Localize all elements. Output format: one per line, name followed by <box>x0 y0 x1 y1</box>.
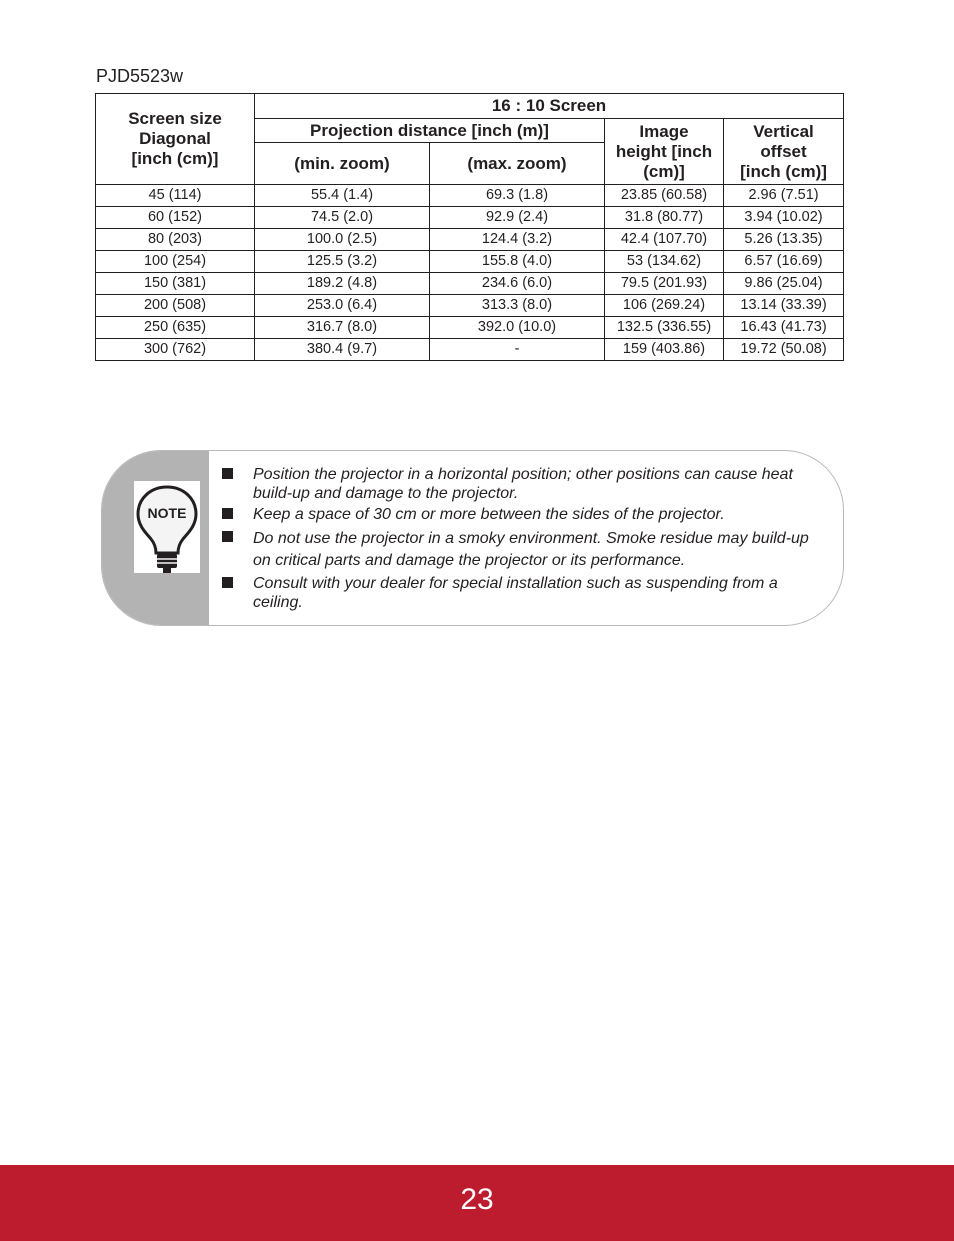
max-zoom-header: (max. zoom) <box>430 143 605 185</box>
table-cell: 23.85 (60.58) <box>605 185 724 207</box>
table-cell: 253.0 (6.4) <box>255 295 430 317</box>
table-row <box>96 273 844 295</box>
table-cell: 155.8 (4.0) <box>430 251 605 273</box>
table-cell: 19.72 (50.08) <box>724 339 844 361</box>
model-name: PJD5523w <box>96 66 184 86</box>
note-text: Do not use the projector in a smoky environment. Smoke residue may build-up on critical parts and damage the projector or its performance. <box>253 530 809 569</box>
table-cell: 53 (134.62) <box>605 251 724 273</box>
table-row <box>96 207 844 229</box>
bullet-square-icon <box>222 508 233 519</box>
header-line: height [inch <box>615 141 713 161</box>
table-cell: 6.57 (16.69) <box>724 251 844 273</box>
table-cell: 100.0 (2.5) <box>255 229 430 251</box>
table-cell: 31.8 (80.77) <box>605 207 724 229</box>
table-cell: - <box>430 339 605 361</box>
header-line: Vertical <box>753 121 814 141</box>
bullet-square-icon <box>222 531 233 542</box>
table-row <box>96 295 844 317</box>
note-list <box>218 465 828 614</box>
table-cell: 5.26 (13.35) <box>724 229 844 251</box>
table-cell: 124.4 (3.2) <box>430 229 605 251</box>
header-line: Image <box>639 121 689 141</box>
table-row <box>96 251 844 273</box>
list-item <box>218 574 828 612</box>
table-cell: 79.5 (201.93) <box>605 273 724 295</box>
table-cell: 316.7 (8.0) <box>255 317 430 339</box>
table-cell: 300 (762) <box>96 339 255 361</box>
table-cell: 42.4 (107.70) <box>605 229 724 251</box>
table-cell: 3.94 (10.02) <box>724 207 844 229</box>
table-cell: 60 (152) <box>96 207 255 229</box>
note-icon-label: NOTE <box>147 505 187 521</box>
header-line: offset <box>760 141 807 161</box>
table-cell: 80 (203) <box>96 229 255 251</box>
table-cell: 9.86 (25.04) <box>724 273 844 295</box>
table-cell: 106 (269.24) <box>605 295 724 317</box>
note-box <box>101 450 844 626</box>
header-line: [inch (cm)] <box>131 149 219 168</box>
list-item <box>218 505 828 524</box>
bullet-square-icon <box>222 468 233 479</box>
table-cell: 92.9 (2.4) <box>430 207 605 229</box>
list-item <box>218 528 828 572</box>
table-cell: 234.6 (6.0) <box>430 273 605 295</box>
projection-table <box>95 93 844 361</box>
list-item <box>218 465 828 503</box>
table-cell: 250 (635) <box>96 317 255 339</box>
table-cell: 392.0 (10.0) <box>430 317 605 339</box>
projection-distance-header: Projection distance [inch (m)] <box>255 119 605 143</box>
header-line: [inch (cm)] <box>740 161 827 181</box>
min-zoom-header: (min. zoom) <box>255 143 430 185</box>
table-cell: 2.96 (7.51) <box>724 185 844 207</box>
table-cell: 125.5 (3.2) <box>255 251 430 273</box>
note-text: Consult with your dealer for special installation such as suspending from a ceiling. <box>253 575 778 611</box>
screen-ratio-header: 16 : 10 Screen <box>255 94 844 119</box>
table-row <box>96 317 844 339</box>
table-cell: 150 (381) <box>96 273 255 295</box>
header-line: Screen size <box>128 109 222 128</box>
table-cell: 13.14 (33.39) <box>724 295 844 317</box>
table-cell: 313.3 (8.0) <box>430 295 605 317</box>
table-cell: 200 (508) <box>96 295 255 317</box>
table-cell: 74.5 (2.0) <box>255 207 430 229</box>
note-text: Keep a space of 30 cm or more between the sides of the projector. <box>253 506 725 523</box>
header-line: (cm)] <box>643 161 685 181</box>
page-number: 23 <box>460 1183 494 1216</box>
bullet-square-icon <box>222 577 233 588</box>
screen-size-header <box>96 94 255 185</box>
table-cell: 55.4 (1.4) <box>255 185 430 207</box>
table-cell: 16.43 (41.73) <box>724 317 844 339</box>
table-cell: 159 (403.86) <box>605 339 724 361</box>
vertical-offset-header <box>724 119 844 185</box>
table-cell: 45 (114) <box>96 185 255 207</box>
table-cell: 189.2 (4.8) <box>255 273 430 295</box>
header-line: Diagonal <box>139 129 211 148</box>
note-sidebar <box>102 451 209 625</box>
lightbulb-icon <box>132 481 202 576</box>
table-row <box>96 229 844 251</box>
table-row <box>96 185 844 207</box>
footer-bar <box>0 1165 954 1241</box>
note-text: Position the projector in a horizontal position; other positions can cause heat build-up and damage to the projector. <box>253 466 793 502</box>
image-height-header <box>605 119 724 185</box>
table-cell: 132.5 (336.55) <box>605 317 724 339</box>
table-cell: 380.4 (9.7) <box>255 339 430 361</box>
table-row <box>96 339 844 361</box>
table-cell: 100 (254) <box>96 251 255 273</box>
table-cell: 69.3 (1.8) <box>430 185 605 207</box>
